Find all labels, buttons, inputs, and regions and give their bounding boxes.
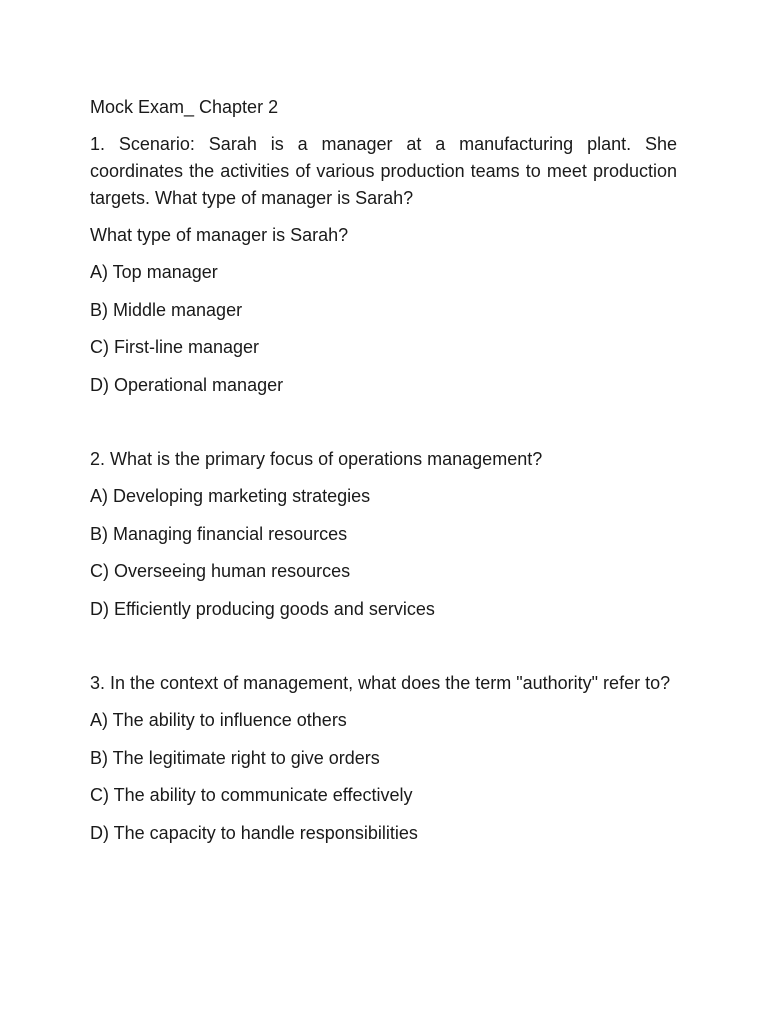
answer-option-d: D) Efficiently producing goods and services [90, 598, 435, 619]
answer-option-c: C) The ability to communicate effectively [90, 785, 413, 805]
question-text: 3. In the context of management, what does the term "authority" refer to? [90, 673, 671, 693]
answer-option-b: B) The legitimate right to give orders [90, 747, 380, 768]
blank-line [90, 409, 677, 446]
question-3 [90, 670, 677, 847]
answer-option-a: A) The ability to influence others [90, 710, 347, 730]
answer-option-d: D) Operational manager [90, 374, 284, 395]
question-text: 1. Scenario: Sarah is a manager at a manufacturing plant. She coordinates the activities of various production teams to meet production targets. What type of manager is Sarah? [90, 134, 677, 208]
answer-option-c: C) Overseeing human resources [90, 561, 351, 581]
answer-option-a: A) Top manager [90, 262, 218, 282]
question-prompt: What type of manager is Sarah? [90, 225, 349, 245]
document-title: Mock Exam_ Chapter 2 [90, 97, 279, 117]
answer-option-a: A) Developing marketing strategies [90, 486, 371, 506]
question-1 [90, 131, 677, 399]
document-content [90, 94, 677, 857]
question-2 [90, 446, 677, 623]
question-text: 2. What is the primary focus of operations management? [90, 449, 543, 469]
answer-option-b: B) Middle manager [90, 299, 243, 320]
answer-option-c: C) First-line manager [90, 337, 260, 357]
answer-option-d: D) The capacity to handle responsibilities [90, 822, 418, 843]
blank-line [90, 633, 677, 670]
answer-option-b: B) Managing financial resources [90, 523, 348, 544]
